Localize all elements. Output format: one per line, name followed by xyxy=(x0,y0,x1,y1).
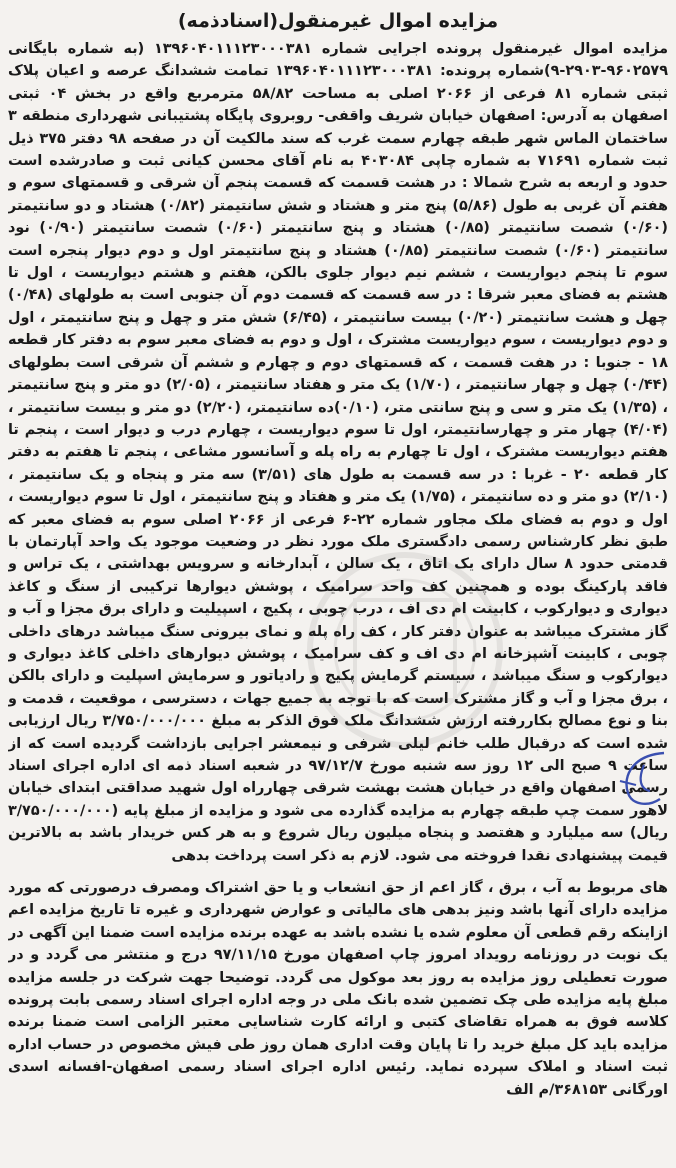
notice-body-paragraph-1: مزایده اموال غیرمنقول پرونده اجرایی شماره ۱۳۹۶۰۴۰۱۱۱۲۳۰۰۰۳۸۱ (به شماره بایگانی ۹۶۰۲۵۷۹-۲۹۰۳-۹)شماره پرونده: ۱۳۹۶۰۴۰۱۱۱۲۳۰۰۰۳۸۱ تمامت ششدانگ عرصه و اعیان پلاک ثبتی شماره ۸۱ فرعی از ۲۰۶۶ اصلی به مساحت ۵۸/۸۲ مترمربع واقع در بخش ۰۴ ثبتی اصفهان به آدرس: اصفهان خیابان شریف واقفی- روبروی پایگاه پشتیبانی شهرداری منطقه ۳ ساختمان الماس شهر طبقه چهارم سمت غرب که سند مالکیت آن در صفحه ۹۸ دفتر ۳۷۵ ذیل ثبت شماره ۷۱۶۹۱ به شماره چاپی ۴۰۳۰۸۴ به نام آقای محسن کیانی ثبت و صادرشده است حدود و اربعه به شرح شمالا : در هشت قسمت که قسمت پنجم آن شرقی و قسمتهای سوم و هفتم آن غربی به طول (۵/۸۶) پنج متر و هشتاد و شش سانتیمتر (۰/۸۲) هشتاد و دو سانتیمتر (۰/۶۰) شصت سانتیمتر (۰/۸۵) هشتاد و پنج سانتیمتر (۰/۶۰) شصت سانتیمتر (۰/۹۰) نود سانتیمتر (۰/۶۰) شصت سانتیمتر (۰/۸۵) هشتاد و پنج سانتیمتر اول و دوم دیوار پنجره است سوم تا پنجم دیواریست ، ششم نیم دیوار جلوی بالکن، هفتم و هشتم دیواریست ، اول تا هشتم به فضای معبر شرقا : در سه قسمت که قسمت دوم آن جنوبی است به طولهای (۰/۴۸) چهل و هشت سانتیمتر (۰/۲۰) بیست سانتیمتر ، (۶/۴۵) شش متر و چهل و پنج سانتیمتر ، اول و دوم دیواریست ، سوم دیواریست مشترک ، اول و دوم به فضای معبر سوم به دفتر کار قطعه ۱۸ - جنوبا : در هفت قسمت ، که قسمتهای دوم و چهارم و ششم آن شرقی است بطولهای (۰/۴۴) چهل و چهار سانتیمتر ، (۱/۷۰) یک متر و هفتاد سانتیمتر ، (۲/۰۵) دو متر و پنج سانتیمتر ، (۱/۳۵) یک متر و سی و پنج سانتی متر، (۰/۱۰)ده سانتیمتر، (۲/۲۰) دو متر و بیست سانتیمتر ، (۴/۰۴) چهار متر و چهارسانتیمتر، اول تا سوم دیواریست ، چهارم درب و دیوار است ، پنجم تا هفتم دیواریست مشترک ، اول تا چهارم به راه پله و آسانسور مشاعی ، پنجم تا هفتم به دفتر کار قطعه ۲۰ - غربا : در سه قسمت به طول های (۳/۵۱) سه متر و پنجاه و یک سانتیمتر ، (۲/۱۰) دو متر و ده سانتیمتر ، (۱/۷۵) یک متر و هفتاد و پنج سانتیمتر ، اول تا سوم دیواریست ، اول و دوم به فضای ملک مجاور شماره ۲۲-۶ فرعی از ۲۰۶۶ اصلی سوم به فضای معبر که طبق نظر کارشناس رسمی دادگستری ملک مورد نظر در وضعیت موجود یک واحد آپارتمان با قدمتی حدود ۸ سال دارای یک اتاق ، یک سالن ، آبدارخانه و سرویس بهداشتی ، یک تراس و فاقد پارکینگ بوده و همچنین کف واحد سرامیک ، پوشش دیوارها ترکیبی از سنگ و کاغذ دیواری و دیوارکوب ، کابینت ام دی اف ، درب چوبی ، پکیج ، اسپیلیت و دارای برق مجزا و آب و گاز مشترک میباشد به عنوان دفتر کار ، کف راه پله و نمای بیرونی سنگ میباشد درهای داخلی چوبی ، کابینت آشپزخانه ام دی اف و کف سرامیک ، پوشش دیوارهای داخلی کاغذ دیواری و دیوارکوب و سنگ میباشد ، سیستم گرمایش پکیج و رادیاتور و سرمایش اسپلیت و دارای بالکن ، برق مجزا و آب و گاز مشترک است که با توجه به جمیع جهات ، دسترسی ، موقعیت ، قدمت و بنا و نوع مصالح بکاررفته ارزش ششدانگ ملک فوق الذکر به مبلغ ۳/۷۵۰/۰۰۰/۰۰۰ ریال ارزیابی شده است که درقبال طلب خانم لیلی شرفی و نیمعشر اجرایی بازداشت گردیده است که از ساعت ۹ صبح الی ۱۲ روز سه شنبه مورخ ۹۷/۱۲/۷ در شعبه اسناد ذمه ای اداره اجرای اسناد رسمی اصفهان واقع در خیابان هشت بهشت شرقی چهارراه اول شهید صداقتی ابتدای خیابان لاهور سمت چپ طبقه چهارم به مزایده گذارده می شود و مزایده از مبلغ پایه (۳/۷۵۰/۰۰۰/۰۰۰ ریال) سه میلیارد و هفتصد و پنجاه میلیون ریال شروع و به هر کس خریدار باشد به بالاترین قیمت پیشنهادی نقدا فروخته می شود. لازم به ذکر است پرداخت بدهی xyxy=(8,41,668,864)
notice-page xyxy=(8,6,668,1162)
notice-body-paragraph-2: های مربوط به آب ، برق ، گاز اعم از حق انشعاب و یا حق اشتراک ومصرف درصورتی که مورد مزایده دارای آنها باشد ونیز بدهی های مالیاتی و عوارض شهرداری و غیره تا تاریخ مزایده اعم ازاینکه رقم قطعی آن معلوم شده یا نشده باشد به عهده برنده مزایده است ضمنا این آگهی در یک نوبت در روزنامه رویداد امروز چاپ اصفهان مورخ ۹۷/۱۱/۱۵ درج و منتشر می گردد و در صورت تعطیلی روز مزایده به روز بعد موکول می گردد. توضیحا جهت شرکت در جلسه مزایده مبلغ پایه مزایده طی چک تضمین شده بانک ملی در وجه اداره اجرای اسناد رسمی بابت پرونده کلاسه فوق به همراه تقاضای کتبی و ارائه کارت شناسایی معتبر الزامی است ضمنا برنده مزایده باید کل مبلغ خرید را تا پایان وقت اداری همان روز طی فیش مخصوص در حساب اداره ثبت اسناد و املاک سپرده نماید. رئیس اداره اجرای اسناد رسمی اصفهان-افسانه اسدی اورگانی ۳۶۸۱۵۳/م الف xyxy=(8,880,668,1098)
notice-title: مزایده اموال غیرمنقول(اسنادذمه) xyxy=(177,10,499,32)
handwritten-pen-mark xyxy=(614,745,670,815)
